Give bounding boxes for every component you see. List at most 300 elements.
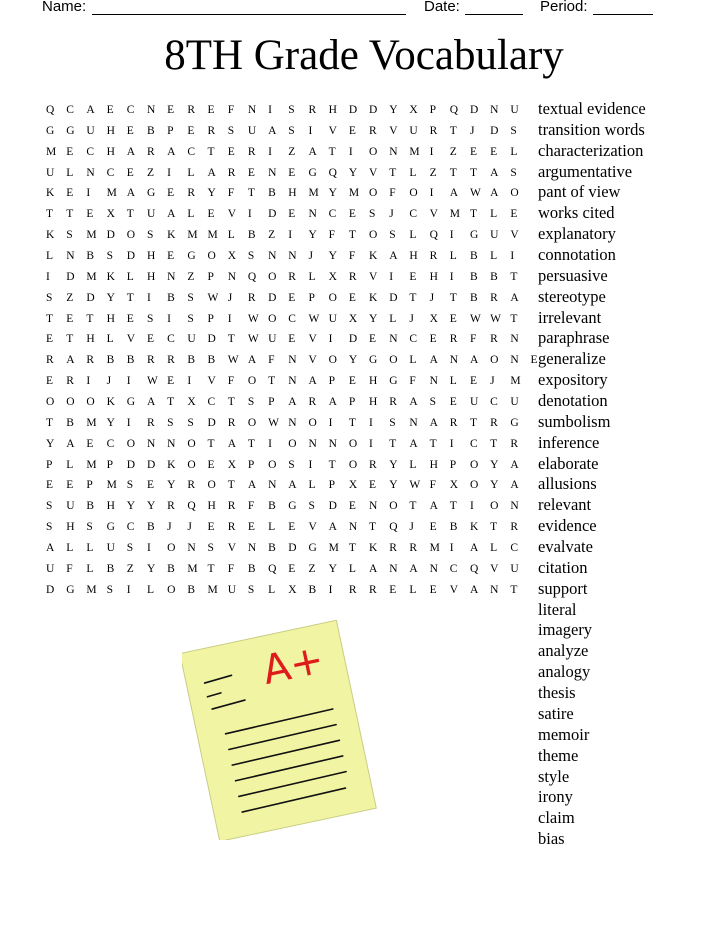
grid-cell: O <box>268 458 277 471</box>
grid-cell: T <box>247 187 255 200</box>
grid-cell: X <box>227 458 236 471</box>
grid-cell: A <box>288 396 297 409</box>
grid-cell: O <box>268 312 277 325</box>
grid-cell: A <box>429 354 438 367</box>
word-list-item: bias <box>538 829 565 849</box>
grid-cell: Y <box>490 458 499 471</box>
grid-cell: T <box>469 208 477 221</box>
grade-text: A+ <box>258 636 328 695</box>
grid-cell: T <box>449 291 457 304</box>
grid-cell: T <box>126 208 134 221</box>
grid-cell: R <box>510 437 518 450</box>
grid-cell: T <box>348 416 356 429</box>
grid-cell: I <box>167 312 171 325</box>
grid-cell: A <box>167 145 176 158</box>
grid-cell: T <box>348 229 356 242</box>
grid-cell: E <box>469 145 477 158</box>
grid-cell: S <box>167 416 174 429</box>
grid-cell: D <box>268 208 277 221</box>
grid-cell: H <box>106 312 115 325</box>
grid-cell: E <box>409 270 417 283</box>
word-list-item: claim <box>538 808 575 828</box>
grid-cell: R <box>308 396 317 409</box>
grid-cell: S <box>46 521 53 534</box>
grid-row <box>46 183 551 204</box>
grid-cell: S <box>247 396 255 409</box>
grid-cell: X <box>449 479 459 492</box>
grid-cell: C <box>490 396 498 409</box>
grid-cell: T <box>510 270 518 283</box>
grid-cell: I <box>146 291 151 304</box>
grid-cell: U <box>510 562 519 575</box>
grid-cell: B <box>126 354 135 367</box>
grid-cell: N <box>328 437 337 450</box>
page-title: 8TH Grade Vocabulary <box>164 32 564 79</box>
grid-cell: B <box>490 270 498 283</box>
grid-cell: B <box>66 416 74 429</box>
grid-cell: X <box>348 479 358 492</box>
grid-cell: H <box>207 500 216 513</box>
grid-cell: S <box>389 416 396 429</box>
grid-cell: H <box>106 124 115 137</box>
grid-cell: O <box>389 354 398 367</box>
grid-cell: P <box>207 270 214 283</box>
grid-cell: I <box>429 145 434 158</box>
grid-cell: U <box>510 104 519 116</box>
word-list-item: support <box>538 578 588 598</box>
grid-cell: I <box>308 124 313 137</box>
grid-cell: A <box>510 291 519 304</box>
word-list-item: characterization <box>538 140 644 160</box>
grid-cell: M <box>86 229 97 242</box>
grid-cell: S <box>369 208 376 221</box>
grid-cell: B <box>268 500 276 513</box>
grid-cell: H <box>409 250 418 263</box>
grid-cell: E <box>469 375 477 388</box>
grid-cell: T <box>227 396 235 409</box>
date-blank <box>465 14 523 15</box>
grid-cell: E <box>66 145 74 158</box>
date-label: Date: <box>424 0 460 15</box>
grid-cell: I <box>510 250 515 263</box>
grid-cell: R <box>449 416 458 429</box>
grid-cell: C <box>409 333 418 346</box>
grid-cell: R <box>369 583 377 596</box>
word-search-grid <box>46 100 551 601</box>
grid-cell: F <box>227 562 235 575</box>
grid-cell: E <box>146 333 154 346</box>
grid-cell: I <box>187 375 192 388</box>
grid-cell: Y <box>389 104 398 116</box>
grid-cell: E <box>86 208 94 221</box>
grid-cell: H <box>288 187 297 200</box>
grid-cell: P <box>106 458 113 471</box>
grid-cell: L <box>146 583 154 596</box>
grid-cell: U <box>328 312 337 325</box>
grid-cell: G <box>288 500 297 513</box>
grid-cell: W <box>268 416 279 429</box>
grid-cell: F <box>268 354 275 367</box>
grid-cell: S <box>46 500 53 513</box>
grid-cell: E <box>449 312 457 325</box>
grid-cell: S <box>126 479 134 492</box>
grid-cell: D <box>126 458 136 471</box>
grid-cell: Q <box>268 562 277 575</box>
grid-cell: N <box>288 354 297 367</box>
grid-cell: E <box>429 583 437 596</box>
word-list-item: irony <box>538 787 573 807</box>
grid-cell: I <box>449 437 454 450</box>
grid-cell: X <box>348 312 358 325</box>
grid-row <box>46 559 551 580</box>
grid-cell: O <box>328 291 337 304</box>
grid-cell: C <box>167 333 175 346</box>
grid-cell: R <box>369 458 377 471</box>
grid-cell: H <box>86 333 95 346</box>
header <box>0 0 728 20</box>
grid-cell: A <box>449 187 459 200</box>
grid-cell: O <box>469 479 479 492</box>
grid-cell: F <box>429 479 436 492</box>
grid-cell: E <box>86 437 94 450</box>
grid-cell: V <box>227 542 236 555</box>
grid-cell: L <box>66 458 74 471</box>
grid-cell: C <box>126 521 135 534</box>
word-list-item: stereotype <box>538 286 606 306</box>
grid-cell: W <box>308 312 320 325</box>
grid-cell: O <box>187 437 196 450</box>
grid-cell: A <box>247 354 257 367</box>
grid-cell: G <box>146 187 156 200</box>
grid-cell: A <box>389 250 398 263</box>
name-blank <box>92 14 406 15</box>
grid-row <box>46 455 551 476</box>
grid-cell: C <box>126 104 135 116</box>
grid-cell: P <box>449 458 457 471</box>
grid-cell: E <box>126 124 134 137</box>
grid-cell: A <box>126 187 136 200</box>
grid-cell: N <box>66 250 75 263</box>
grid-cell: C <box>449 562 458 575</box>
grid-cell: P <box>429 104 436 116</box>
grid-cell: R <box>227 521 236 534</box>
grid-cell: F <box>227 187 235 200</box>
grid-cell: O <box>369 229 378 242</box>
grid-cell: E <box>146 479 154 492</box>
grid-cell: N <box>449 354 459 367</box>
grid-cell: U <box>469 396 479 409</box>
grid-cell: B <box>469 291 478 304</box>
grid-cell: A <box>328 396 337 409</box>
grid-cell: O <box>167 542 176 555</box>
grid-cell: L <box>348 562 356 575</box>
grid-cell: O <box>369 145 378 158</box>
grid-cell: Z <box>449 145 457 158</box>
grid-cell: R <box>389 542 397 555</box>
grid-cell: W <box>409 479 421 492</box>
word-list-item: allusions <box>538 474 597 494</box>
grid-row <box>46 329 551 350</box>
grid-cell: M <box>86 416 97 429</box>
grid-cell: T <box>268 375 276 388</box>
grid-cell: A <box>510 479 519 492</box>
grid-cell: I <box>247 208 252 221</box>
grid-cell: H <box>429 270 438 283</box>
word-list-item: thesis <box>538 683 576 703</box>
grid-cell: S <box>187 291 194 304</box>
grid-cell: L <box>227 229 235 242</box>
grid-cell: B <box>449 521 458 534</box>
grid-cell: S <box>510 124 517 137</box>
word-list-item: inference <box>538 432 600 452</box>
grid-cell: U <box>106 542 115 555</box>
grid-cell: X <box>227 250 236 263</box>
grid-cell: E <box>530 354 538 367</box>
grid-cell: O <box>207 479 216 492</box>
grid-cell: D <box>490 124 499 137</box>
grid-cell: S <box>146 229 154 242</box>
grid-cell: M <box>86 270 97 283</box>
grid-cell: D <box>469 104 479 116</box>
grid-cell: N <box>490 583 499 596</box>
grid-cell: N <box>167 437 176 450</box>
grid-cell: M <box>207 229 218 242</box>
grid-cell: C <box>328 208 337 221</box>
grid-cell: H <box>429 458 438 471</box>
grid-cell: D <box>86 291 95 304</box>
grid-cell: M <box>328 542 339 555</box>
grid-cell: N <box>86 166 95 179</box>
grid-cell: L <box>187 208 195 221</box>
grid-cell: O <box>187 458 196 471</box>
word-list-item: works cited <box>538 203 615 223</box>
grid-cell: T <box>429 437 437 450</box>
grid-cell: L <box>409 166 417 179</box>
grid-cell: H <box>146 270 156 283</box>
grid-cell: A <box>308 375 317 388</box>
grid-cell: B <box>167 291 175 304</box>
word-list-item: satire <box>538 703 574 723</box>
grid-cell: K <box>167 229 176 242</box>
grid-cell: I <box>268 145 272 158</box>
grid-cell: M <box>207 583 218 596</box>
grid-cell: F <box>328 229 336 242</box>
word-list-item: analyze <box>538 641 589 661</box>
word-list-item: expository <box>538 370 608 390</box>
grid-cell: C <box>510 542 518 555</box>
grid-cell: G <box>66 124 75 137</box>
grid-cell: E <box>106 104 114 116</box>
grid-cell: G <box>369 354 378 367</box>
grid-cell: P <box>308 291 315 304</box>
grid-cell: Y <box>46 437 55 450</box>
grid-cell: O <box>348 458 358 471</box>
grid-cell: S <box>308 500 315 513</box>
grid-cell: H <box>106 500 115 513</box>
grid-cell: A <box>66 437 75 450</box>
grid-cell: D <box>348 104 358 116</box>
grid-cell: T <box>46 416 54 429</box>
grid-cell: L <box>409 583 417 596</box>
grid-row <box>46 267 551 288</box>
grid-row <box>46 371 551 392</box>
grid-cell: A <box>268 124 277 137</box>
grid-cell: Q <box>328 166 337 179</box>
grid-cell: N <box>187 542 196 555</box>
grid-cell: A <box>66 354 75 367</box>
grid-cell: J <box>429 291 435 304</box>
grid-cell: U <box>187 333 196 346</box>
grid-cell: E <box>66 479 74 492</box>
grid-cell: K <box>369 542 378 555</box>
grid-cell: Y <box>389 479 398 492</box>
grid-cell: J <box>389 208 394 221</box>
grid-cell: E <box>66 187 74 200</box>
grid-cell: L <box>66 166 74 179</box>
grid-cell: E <box>369 479 377 492</box>
grid-cell: Y <box>126 500 136 513</box>
grid-cell: S <box>288 124 295 137</box>
grid-cell: C <box>86 145 95 158</box>
word-list-item: analogy <box>538 662 591 682</box>
grid-cell: L <box>268 583 276 596</box>
grid-cell: N <box>429 562 438 575</box>
grid-cell: M <box>348 187 360 200</box>
grid-cell: Z <box>429 166 437 179</box>
grid-cell: V <box>207 375 216 388</box>
grid-cell: W <box>146 375 158 388</box>
grid-cell: X <box>328 270 337 283</box>
grid-cell: X <box>429 312 438 325</box>
grid-cell: E <box>46 333 54 346</box>
grid-cell: N <box>167 270 176 283</box>
grid-cell: I <box>288 229 293 242</box>
grid-cell: C <box>106 166 115 179</box>
grid-cell: G <box>389 375 398 388</box>
grid-cell: F <box>247 500 255 513</box>
grid-cell: Z <box>308 562 316 575</box>
grid-cell: H <box>106 145 115 158</box>
word-list-item: relevant <box>538 495 592 515</box>
grid-cell: O <box>86 396 95 409</box>
grid-cell: B <box>167 562 175 575</box>
grid-row <box>46 204 551 225</box>
grid-cell: P <box>247 458 255 471</box>
grid-cell: O <box>207 250 216 263</box>
grid-cell: V <box>369 270 378 283</box>
word-list-item: persuasive <box>538 265 608 285</box>
grid-cell: O <box>409 187 418 200</box>
grid-cell: W <box>247 312 259 325</box>
grid-cell: A <box>247 479 257 492</box>
grid-cell: W <box>227 354 239 367</box>
grid-cell: I <box>268 104 272 116</box>
grid-cell: V <box>490 562 499 575</box>
grid-cell: O <box>126 437 136 450</box>
grid-cell: H <box>66 521 75 534</box>
word-list-item: citation <box>538 557 588 577</box>
grid-cell: Y <box>106 291 115 304</box>
grid-cell: C <box>469 437 478 450</box>
grid-cell: N <box>227 270 236 283</box>
grid-cell: R <box>308 104 317 116</box>
grid-cell: I <box>46 270 50 283</box>
grid-row <box>46 517 551 538</box>
grid-cell: Q <box>187 500 196 513</box>
grid-cell: V <box>389 124 398 137</box>
grid-cell: A <box>227 437 236 450</box>
grid-cell: T <box>167 396 175 409</box>
grid-cell: I <box>449 542 454 555</box>
grid-cell: P <box>46 458 53 471</box>
grid-cell: I <box>369 416 373 429</box>
grid-cell: D <box>46 583 55 596</box>
grid-cell: N <box>268 250 277 263</box>
grid-cell: L <box>126 270 134 283</box>
grid-cell: E <box>167 250 175 263</box>
word-list-item: literal <box>538 599 577 619</box>
grid-cell: V <box>308 354 317 367</box>
word-list <box>538 99 646 850</box>
grid-cell: M <box>86 583 97 596</box>
grid-cell: E <box>167 375 175 388</box>
grid-row <box>46 288 551 309</box>
grid-cell: S <box>510 166 517 179</box>
grid-cell: R <box>146 416 155 429</box>
grid-cell: T <box>227 333 235 346</box>
grid-cell: E <box>288 208 296 221</box>
grid-cell: N <box>268 166 277 179</box>
grid-cell: A <box>469 583 479 596</box>
grid-cell: D <box>106 229 115 242</box>
grid-cell: Y <box>369 312 378 325</box>
grid-cell: E <box>389 583 397 596</box>
grid-cell: M <box>187 229 198 242</box>
grid-cell: E <box>288 521 296 534</box>
grid-cell: E <box>510 208 518 221</box>
grid-cell: B <box>86 500 95 513</box>
grid-cell: T <box>207 145 215 158</box>
grid-cell: G <box>66 583 75 596</box>
grid-cell: G <box>469 229 479 242</box>
grid-cell: T <box>369 521 377 534</box>
grid-cell: I <box>126 583 131 596</box>
grid-cell: S <box>207 542 214 555</box>
grid-cell: I <box>369 437 373 450</box>
grid-cell: A <box>308 145 317 158</box>
grid-cell: T <box>449 166 457 179</box>
grid-cell: V <box>227 208 236 221</box>
grid-cell: E <box>449 396 457 409</box>
grid-cell: P <box>328 375 336 388</box>
grid-cell: M <box>86 458 97 471</box>
grid-cell: N <box>348 521 358 534</box>
grid-cell: N <box>510 333 519 346</box>
grid-cell: I <box>126 416 131 429</box>
grid-cell: P <box>167 124 174 137</box>
grid-cell: S <box>429 396 436 409</box>
grid-cell: Q <box>469 562 479 575</box>
grid-cell: E <box>46 375 54 388</box>
grid-cell: V <box>126 333 136 346</box>
grid-cell: R <box>389 396 397 409</box>
grid-cell: M <box>510 375 521 388</box>
grid-cell: L <box>490 542 498 555</box>
grid-cell: A <box>409 437 418 450</box>
grid-cell: S <box>106 250 113 263</box>
grid-cell: E <box>288 291 296 304</box>
grid-cell: B <box>146 521 155 534</box>
